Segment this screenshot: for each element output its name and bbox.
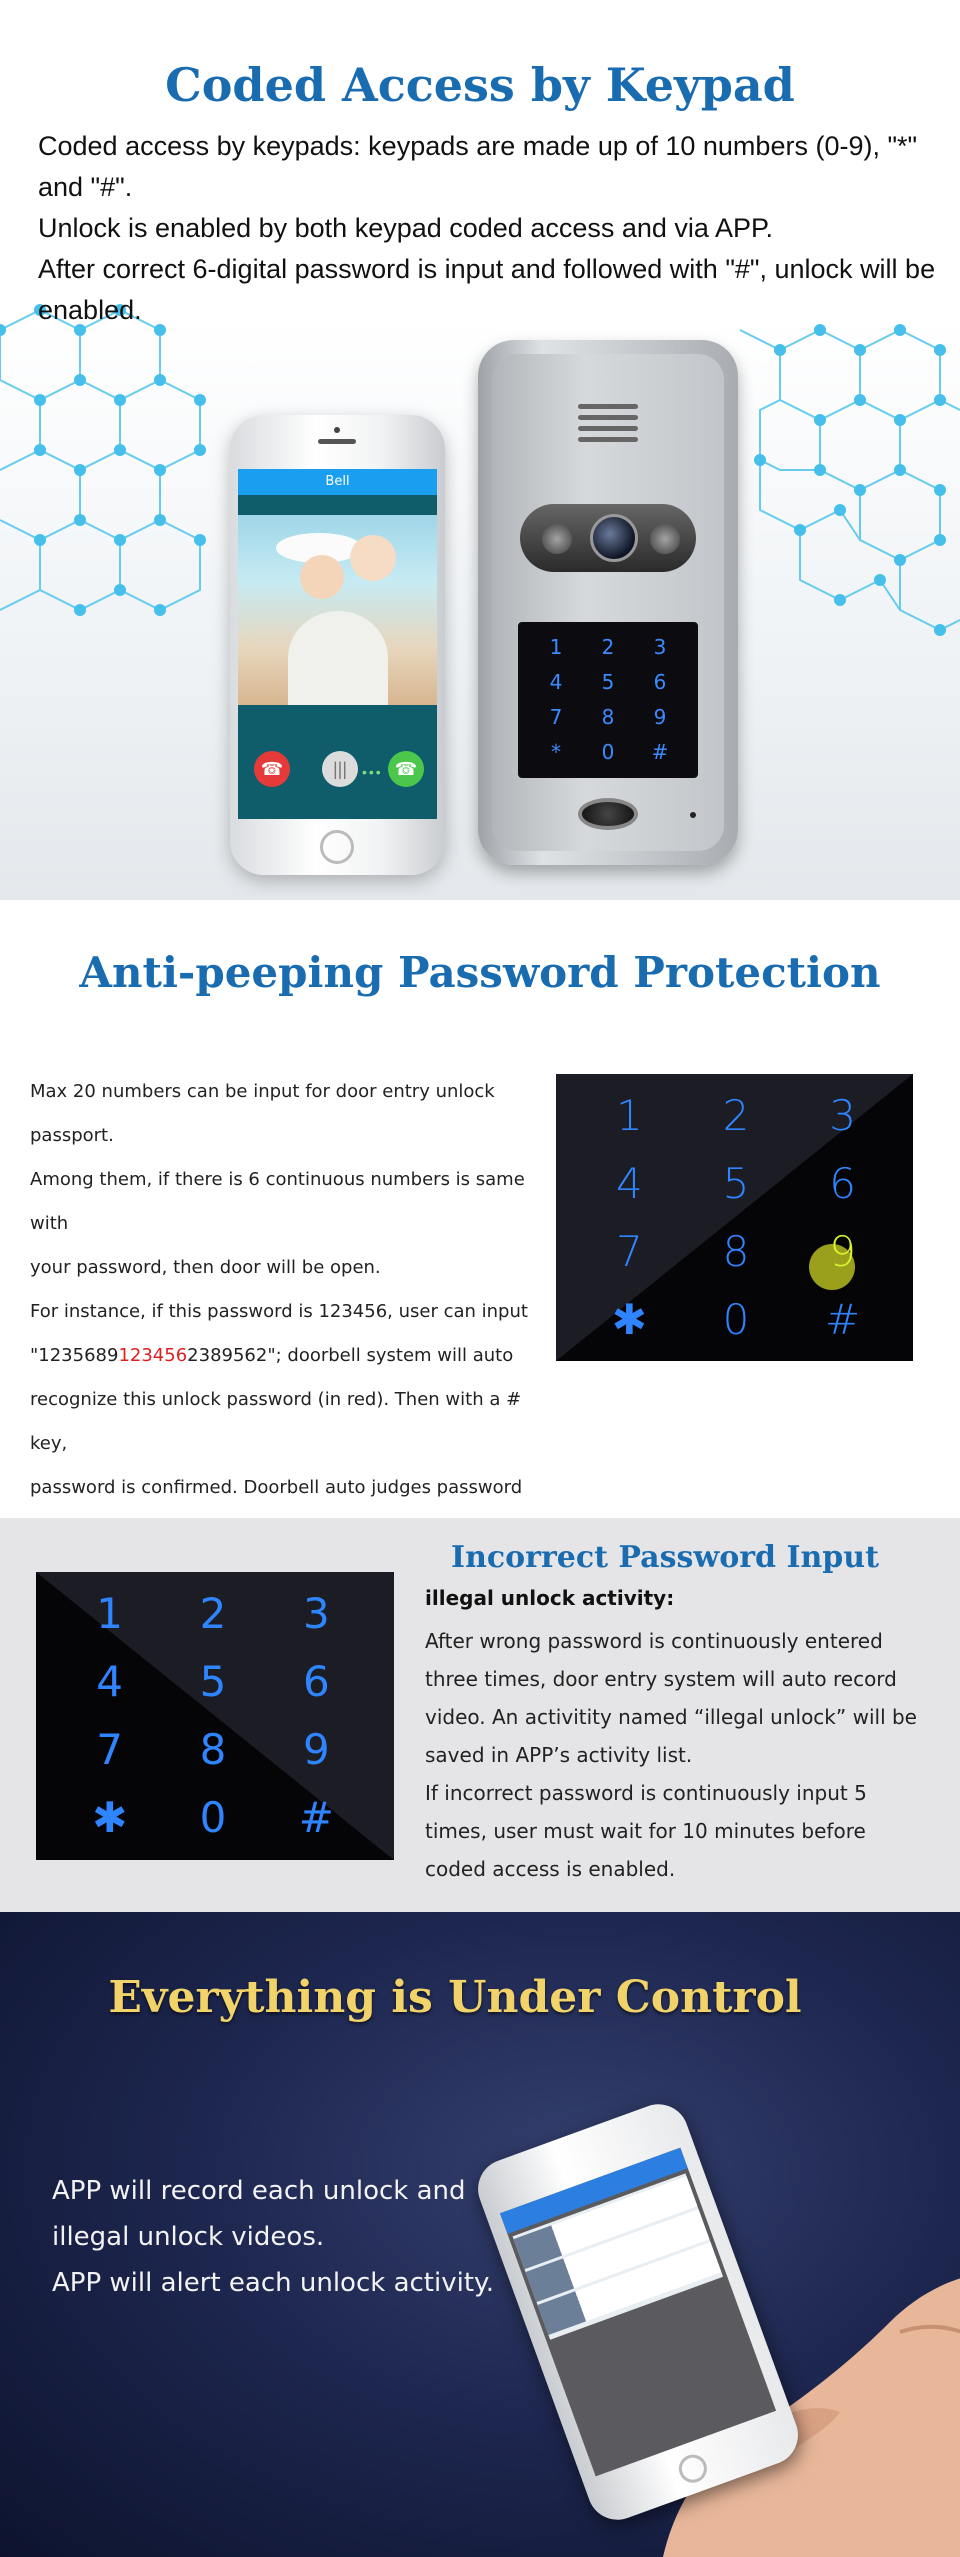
section-anti-peeping bbox=[0, 900, 960, 1518]
photo-baby bbox=[350, 535, 396, 581]
section-under-control bbox=[0, 1912, 960, 2557]
keypad-key: 8 bbox=[199, 1725, 227, 1774]
keypad-key: 3 bbox=[653, 635, 667, 659]
camera-lens bbox=[590, 514, 638, 562]
keypad-closeup bbox=[556, 1074, 913, 1361]
keypad-grid bbox=[576, 1082, 896, 1354]
phone-home-button bbox=[320, 830, 354, 864]
photo-body bbox=[288, 611, 388, 705]
text-line: For instance, if this password is 123456, user can input bbox=[30, 1301, 528, 1322]
coded-access-description bbox=[38, 126, 938, 331]
keypad-key: 9 bbox=[653, 705, 667, 729]
description-paragraph: After correct 6-digital password is input and followed with "#", unlock will be enabled. bbox=[38, 254, 936, 325]
keypad-key: 7 bbox=[96, 1725, 124, 1774]
text-line: Among them, if there is 6 continuous numbers is same with bbox=[30, 1169, 525, 1234]
keypad-key: 3 bbox=[829, 1091, 857, 1140]
doorbell-call-button bbox=[578, 798, 638, 830]
keypad-key: 4 bbox=[615, 1159, 643, 1208]
text-line: illegal unlock videos. bbox=[52, 2222, 325, 2252]
description-paragraph: Unlock is enabled by both keypad coded access and via APP. bbox=[38, 213, 773, 243]
keypad-key: 7 bbox=[549, 705, 563, 729]
anti-peeping-description bbox=[30, 1070, 560, 1554]
app-activity-list-screen bbox=[500, 2148, 776, 2477]
text-segment: 2389562"; doorbell system will auto bbox=[187, 1345, 514, 1366]
keypad-key: 2 bbox=[722, 1091, 750, 1140]
keypad-key: 5 bbox=[199, 1657, 227, 1706]
phone-screen bbox=[238, 469, 437, 819]
keypad-key: # bbox=[825, 1295, 861, 1344]
text-line bbox=[30, 1334, 560, 1378]
text-line: coded access is enabled. bbox=[425, 1857, 676, 1881]
keypad-key: 3 bbox=[302, 1589, 330, 1638]
keypad-key: 1 bbox=[615, 1091, 643, 1140]
text-line: recognize this unlock password (in red). Then with a # key, bbox=[30, 1389, 522, 1454]
text-line: Max 20 numbers can be input for door entry unlock passport. bbox=[30, 1081, 495, 1146]
phone-home-button bbox=[675, 2451, 711, 2487]
incorrect-password-description bbox=[425, 1622, 945, 1888]
keypad-key: 5 bbox=[601, 670, 615, 694]
section-title: Anti-peeping Password Protection bbox=[79, 948, 881, 997]
answer-call-icon: ☎ bbox=[388, 751, 424, 787]
section-subtitle: illegal unlock activity: bbox=[425, 1586, 675, 1610]
text-line: APP will record each unlock and bbox=[52, 2176, 466, 2206]
keypad-key: 1 bbox=[96, 1589, 124, 1638]
keypad-key: ✱ bbox=[611, 1295, 647, 1344]
smartphone-image bbox=[230, 415, 445, 875]
keypad-key: 0 bbox=[722, 1295, 750, 1344]
phone-speaker bbox=[318, 439, 356, 444]
section-incorrect-password bbox=[0, 1518, 960, 1912]
unlock-icon: ||| bbox=[322, 751, 358, 787]
ir-light bbox=[542, 524, 572, 554]
keypad-key: 9 bbox=[302, 1725, 330, 1774]
description-paragraph: Coded access by keypads: keypads are made up of 10 numbers (0-9), "*" and "#". bbox=[38, 131, 918, 202]
keypad-key: 8 bbox=[722, 1227, 750, 1276]
keypad-key: 4 bbox=[96, 1657, 124, 1706]
app-title-bar: Bell bbox=[238, 469, 437, 495]
text-line: If incorrect password is continuously input 5 bbox=[425, 1781, 867, 1805]
phone-camera bbox=[334, 427, 340, 433]
keypad-key: # bbox=[298, 1793, 334, 1842]
password-highlight: 123456 bbox=[118, 1345, 188, 1366]
text-segment: "1235689 bbox=[30, 1345, 119, 1366]
keypad-key: 5 bbox=[722, 1159, 750, 1208]
keypad-key: 6 bbox=[653, 670, 667, 694]
section-title: Incorrect Password Input bbox=[451, 1540, 879, 1575]
text-line: APP will alert each unlock activity. bbox=[52, 2268, 494, 2298]
keypad-key: 2 bbox=[601, 635, 615, 659]
call-controls bbox=[238, 719, 437, 819]
keypad-key: * bbox=[551, 740, 561, 764]
ir-light bbox=[650, 524, 680, 554]
text-line: times, user must wait for 10 minutes before bbox=[425, 1819, 866, 1843]
keypad-key: # bbox=[651, 740, 669, 764]
keypad-key: 7 bbox=[615, 1227, 643, 1276]
keypad-key: 6 bbox=[829, 1159, 857, 1208]
keypad-key-highlighted: 9 bbox=[829, 1227, 857, 1276]
text-line: your password, then door will be open. bbox=[30, 1257, 381, 1278]
section-coded-access bbox=[0, 0, 960, 900]
microphone-hole bbox=[690, 812, 696, 818]
doorbell-keypad bbox=[518, 622, 698, 778]
under-control-description bbox=[52, 2168, 532, 2306]
keypad-key: ✱ bbox=[92, 1793, 128, 1842]
keypad-key: 8 bbox=[601, 705, 615, 729]
text-line: password is confirmed. Doorbell auto judges password bbox=[30, 1477, 523, 1498]
keypad-key: 4 bbox=[549, 670, 563, 694]
text-line: After wrong password is continuously entered bbox=[425, 1629, 883, 1653]
keypad-grid bbox=[58, 1580, 368, 1852]
keypad-key: 1 bbox=[549, 635, 563, 659]
page-title: Coded Access by Keypad bbox=[165, 58, 795, 112]
text-line: saved in APP’s activity list. bbox=[425, 1743, 693, 1767]
text-line: video. An activitity named “illegal unlock” will be bbox=[425, 1705, 917, 1729]
doorbell-faceplate bbox=[492, 354, 724, 851]
keypad-key: 2 bbox=[199, 1589, 227, 1638]
progress-dots: ••• bbox=[362, 764, 383, 780]
doorbell-image bbox=[478, 340, 738, 865]
text-line: three times, door entry system will auto record bbox=[425, 1667, 897, 1691]
hang-up-icon: ☎ bbox=[254, 751, 290, 787]
keypad-closeup bbox=[36, 1572, 394, 1860]
keypad-key: 6 bbox=[302, 1657, 330, 1706]
speaker-grill bbox=[578, 404, 638, 454]
keypad-key: 0 bbox=[601, 740, 615, 764]
section-title: Everything is Under Control bbox=[108, 1972, 802, 2023]
video-feed-photo bbox=[238, 515, 437, 705]
doorbell-camera bbox=[520, 504, 696, 572]
keypad-key: 0 bbox=[199, 1793, 227, 1842]
photo-face bbox=[300, 555, 344, 599]
